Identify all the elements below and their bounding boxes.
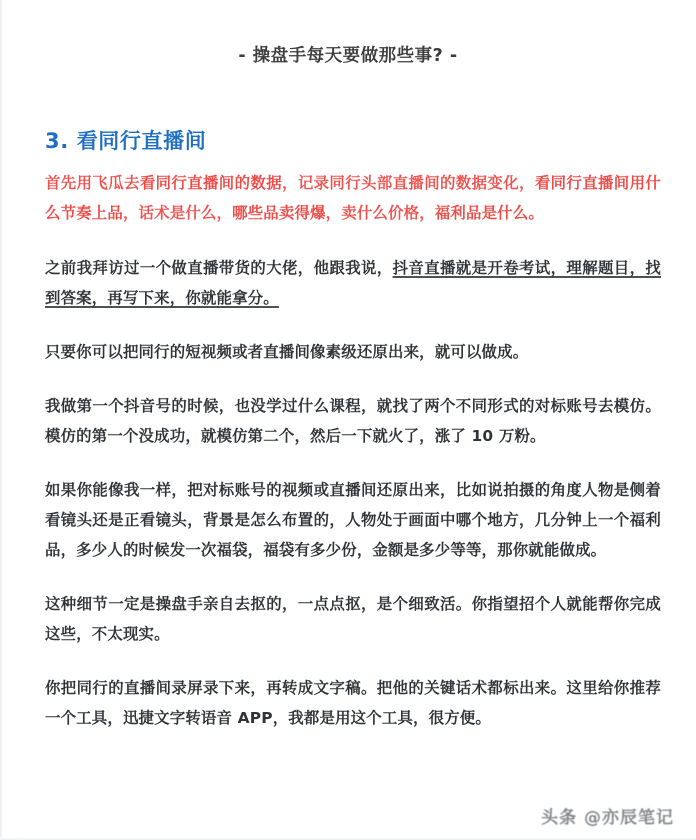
- text-run-bold: 福利品是什么。: [434, 204, 544, 222]
- paragraph-operator-work: [45, 589, 661, 649]
- text-run: 你把同行的直播间录屏录下来，再转成文字稿。把他的关键话术都标出来。这里给你推荐一个工具，迅捷文字转语音 APP，我都是用这个工具，很方便。: [45, 679, 661, 727]
- text-run: 只要你可以把同行的短视频或者直播间像素级还原出来，就可以做成。: [45, 343, 529, 361]
- paragraph-details: [45, 475, 661, 565]
- document-body: [45, 168, 661, 733]
- paragraph-tool-recommend: [45, 673, 661, 733]
- paragraph-quote: [45, 253, 661, 313]
- text-run-bold: 看同行直播间用什么节奏上品: [45, 174, 661, 222]
- text-run: ，话术是什么，: [122, 204, 233, 222]
- paragraph-highlight: [45, 168, 661, 228]
- text-run: 首先用飞瓜去: [45, 174, 140, 192]
- text-run: 如果你能像我一样，把对标账号的视频或直播间还原出来，比如说拍摄的角度人物是侧着看镜头还是正看镜头，背景是怎么布置的，人物处于画面中哪个地方，几分钟上一个福利品，多少人的时候发一次福袋，福袋有多少份，金额是多少等等，那你就能做成。: [45, 481, 661, 559]
- text-run: 这种细节一定是操盘手亲自去抠的，一点点抠，是个细致活。你指望招个人就能帮你完成这些，不太现实。: [45, 595, 661, 643]
- text-run: 我做第一个抖音号的时候，也没学过什么课程，就找了两个不同形式的对标账号去模仿。模仿的第一个没成功，就模仿第二个，然后一下就火了，涨了 10 万粉。: [45, 397, 661, 445]
- text-run-underline: 抖音直播就是开卷考试，理解题目，找到答案，再写下来，你就能拿分。: [45, 259, 661, 307]
- text-run: ，记录同行头部直播间的数据变化，: [282, 174, 535, 192]
- section-heading: 3. 看同行直播间: [45, 129, 207, 154]
- text-run: ，卖什么价格，: [325, 204, 435, 222]
- text-run-bold: 哪些品卖得爆: [232, 204, 326, 222]
- document-header-title: - 操盘手每天要做那些事? -: [238, 46, 458, 66]
- paragraph-restore: [45, 337, 661, 367]
- text-run-bold: 看同行直播间的数据: [139, 174, 283, 192]
- watermark-label: 头条 @亦辰笔记: [541, 808, 674, 828]
- text-run: 之前我拜访过一个做直播带货的大佬，他跟我说，: [45, 259, 393, 277]
- paragraph-first-account: [45, 391, 661, 451]
